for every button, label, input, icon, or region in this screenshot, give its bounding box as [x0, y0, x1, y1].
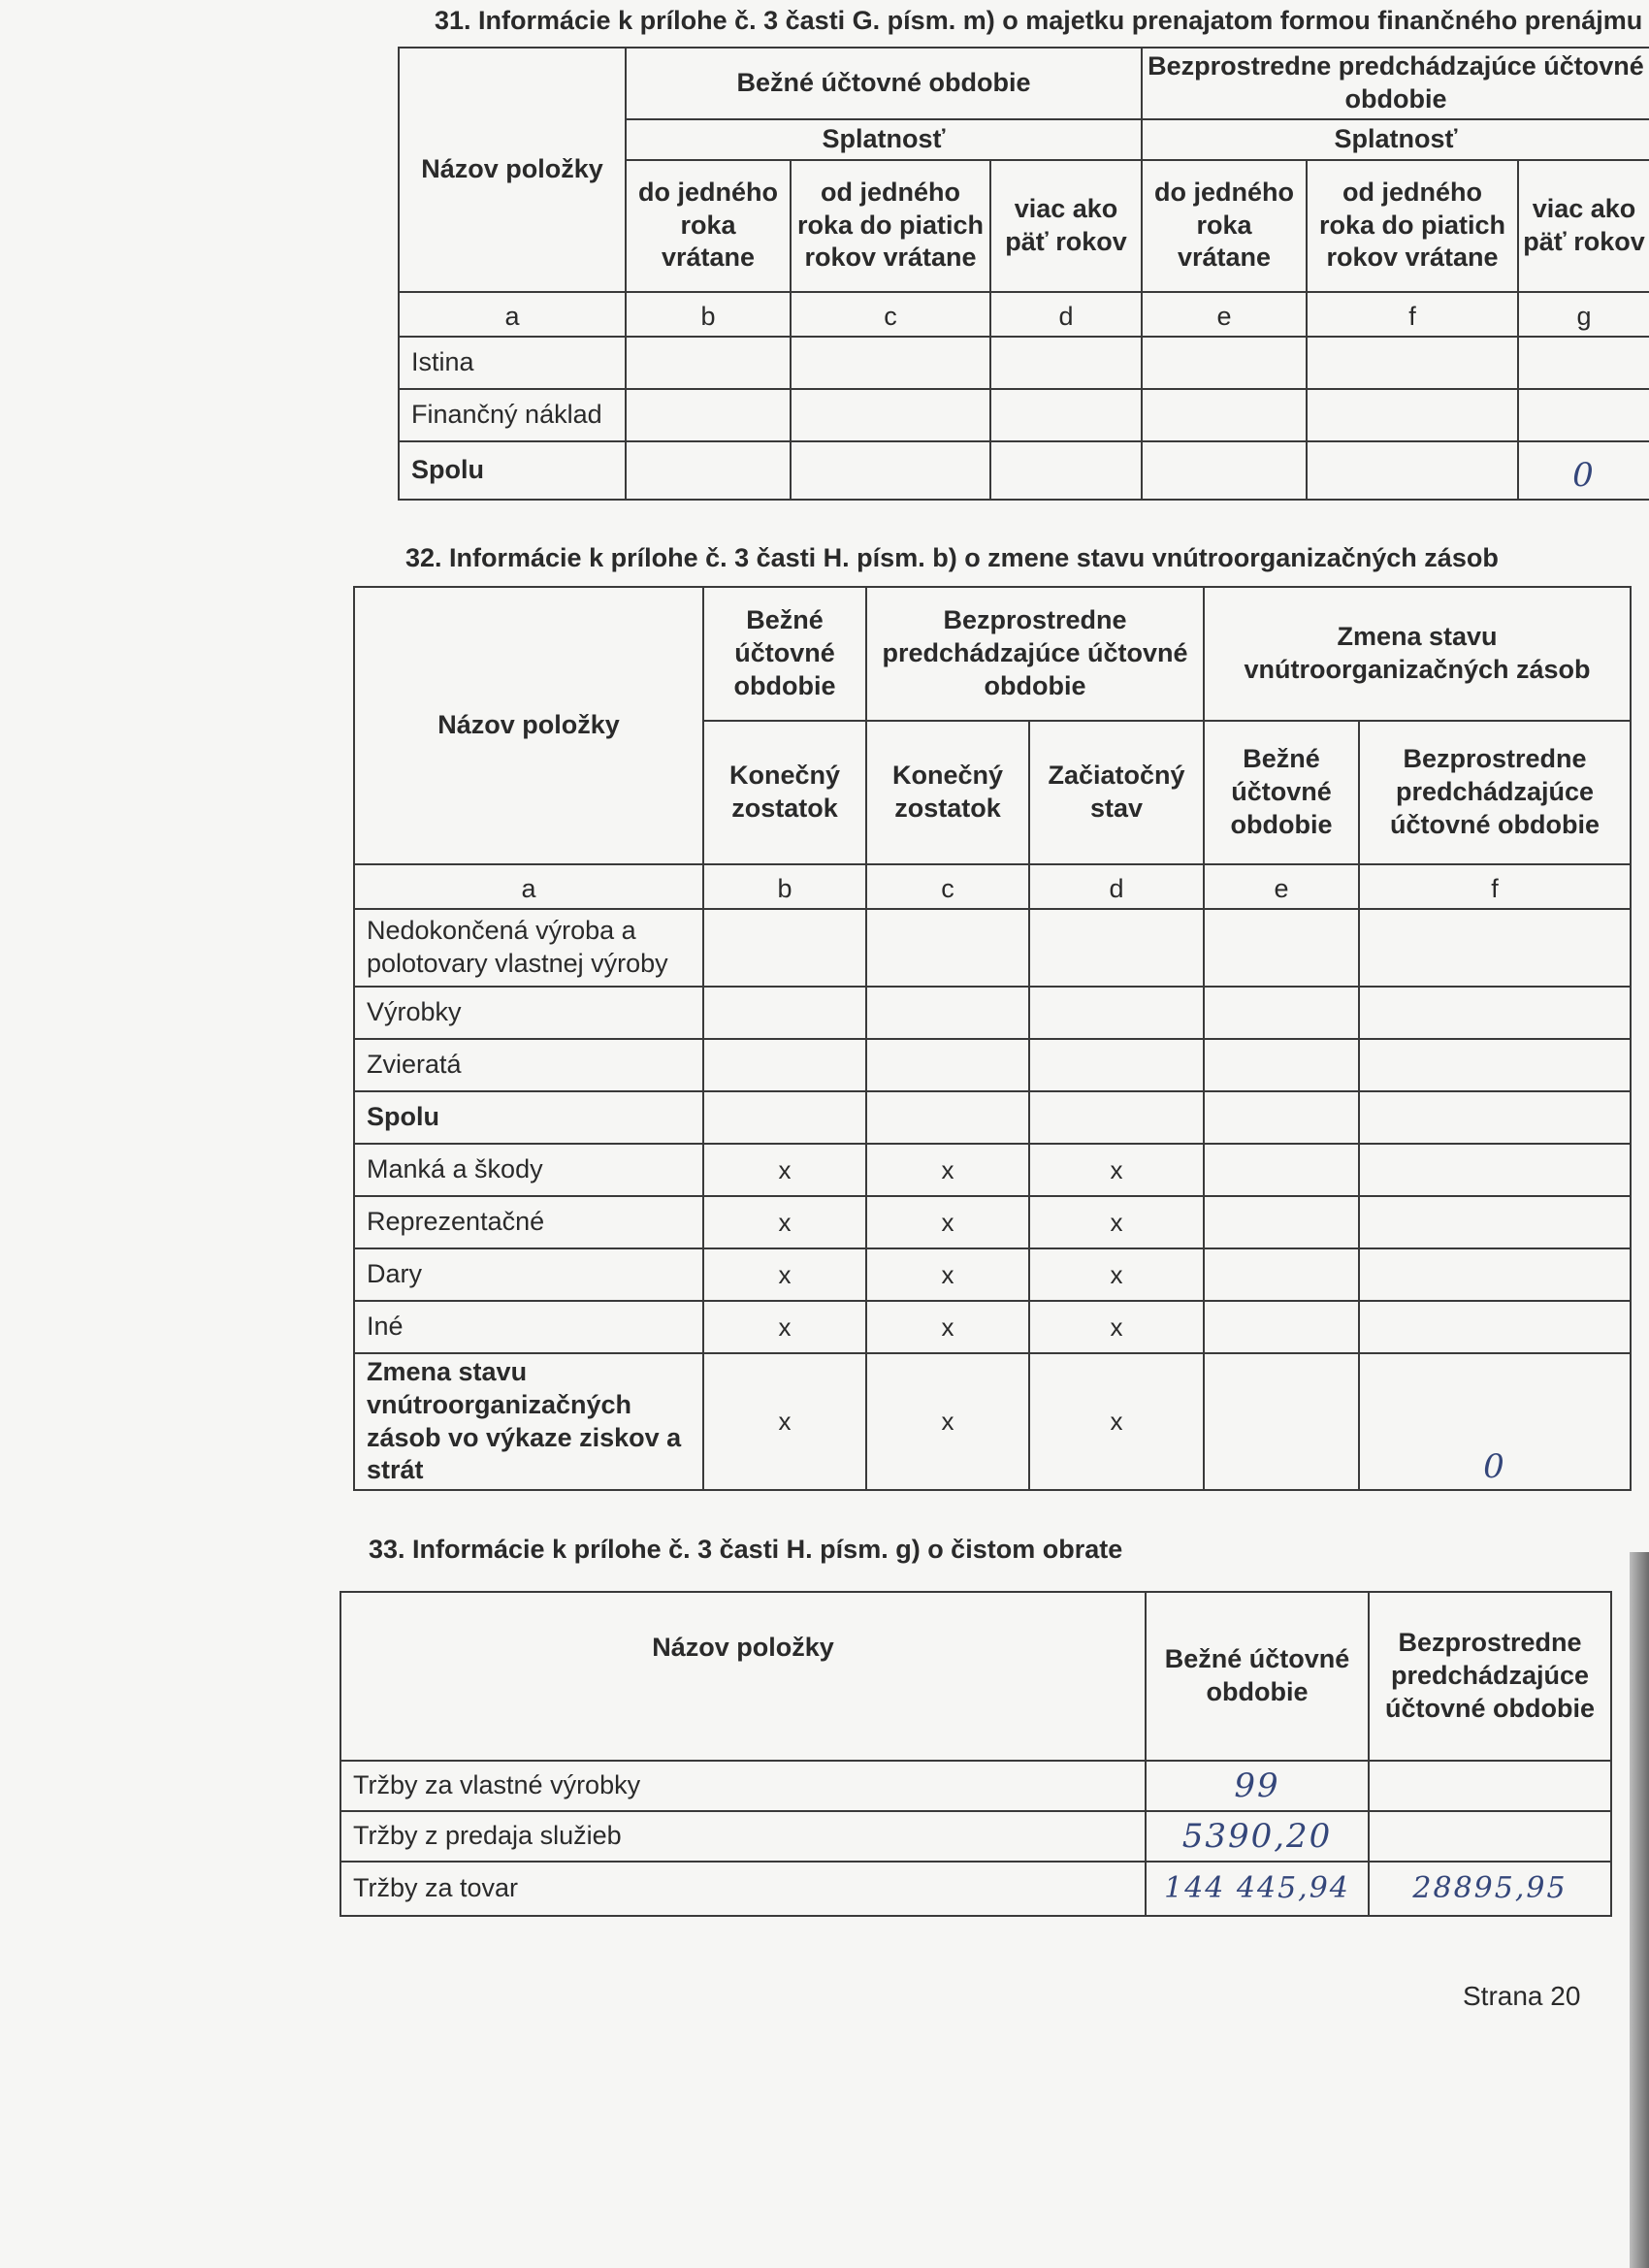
t32-cell [703, 1039, 866, 1091]
t31-cell [791, 389, 990, 441]
t33-previous-value: 28895,95 [1369, 1862, 1611, 1916]
t32-cell: x [1029, 1248, 1204, 1301]
t32-cell [1029, 909, 1204, 987]
t32-letter-b: b [703, 864, 866, 909]
t32-letter-d: d [1029, 864, 1204, 909]
t32-cell: x [866, 1301, 1029, 1353]
t32-letter-a: a [354, 864, 703, 909]
t31-letter-a: a [399, 292, 626, 337]
t32-row-label: Zvieratá [354, 1039, 703, 1091]
t31-row-label: Finančný náklad [399, 389, 626, 441]
t31-handwritten-zero: 0 [1518, 441, 1649, 500]
table-row [354, 1144, 1631, 1196]
table-row [340, 1761, 1611, 1811]
t32-h-c: Konečný zostatok [866, 721, 1029, 864]
t32-h-b: Konečný zostatok [703, 721, 866, 864]
t31-letter-b: b [626, 292, 791, 337]
t33-row-label: Tržby za tovar [340, 1862, 1146, 1916]
t31-cell [990, 337, 1142, 389]
t32-letter-e: e [1204, 864, 1359, 909]
t31-cell [990, 441, 1142, 500]
t31-h-d: viac ako päť rokov [990, 160, 1142, 292]
t32-cell [866, 1091, 1029, 1144]
t32-cell [1359, 987, 1631, 1039]
t32-row-label: Manká a škody [354, 1144, 703, 1196]
table-row [399, 389, 1649, 441]
t31-row-label: Spolu [399, 441, 626, 500]
t31-period-previous: Bezprostredne predchádzajúce účtovné obdobie [1142, 48, 1649, 119]
t31-maturity-previous: Splatnosť [1142, 119, 1649, 160]
page-number: Strana 20 [1463, 1981, 1581, 2011]
t32-cell [1359, 909, 1631, 987]
t32-letter-f: f [1359, 864, 1631, 909]
section-32-title: 32. Informácie k prílohe č. 3 časti H. písm. b) o zmene stavu vnútroorganizačných zásob [405, 543, 1499, 572]
t32-cell [1359, 1196, 1631, 1248]
t31-cell [990, 389, 1142, 441]
t32-cell [1359, 1091, 1631, 1144]
t32-row-label: Dary [354, 1248, 703, 1301]
t32-row-label: Iné [354, 1301, 703, 1353]
t32-cell [1359, 1301, 1631, 1353]
t31-col-name: Názov položky [399, 48, 626, 292]
t32-cell: x [1029, 1353, 1204, 1490]
table-row [354, 1248, 1631, 1301]
t32-cell: x [866, 1144, 1029, 1196]
t32-row-label: Reprezentačné [354, 1196, 703, 1248]
t32-row-label: Zmena stavu vnútroorganizačných zásob vo výkaze ziskov a strát [354, 1353, 703, 1490]
t31-cell [626, 441, 791, 500]
t32-cell [1204, 1301, 1359, 1353]
t31-cell [1142, 389, 1307, 441]
t32-cell [1029, 1091, 1204, 1144]
t32-cell: x [703, 1144, 866, 1196]
t32-cell [1029, 987, 1204, 1039]
t32-h-e: Bežné účtovné obdobie [1204, 721, 1359, 864]
t32-cell [1204, 1144, 1359, 1196]
t32-cell: x [703, 1248, 866, 1301]
t32-cell [1204, 1353, 1359, 1490]
scan-page-edge [1630, 1552, 1649, 2268]
t32-cell [1204, 1039, 1359, 1091]
t32-cell [1204, 909, 1359, 987]
t31-period-current: Bežné účtovné obdobie [626, 48, 1142, 119]
t31-letter-d: d [990, 292, 1142, 337]
t31-cell [626, 337, 791, 389]
t33-row-label: Tržby za vlastné výrobky [340, 1761, 1146, 1811]
t31-cell [1307, 389, 1518, 441]
t32-row-label: Spolu [354, 1091, 703, 1144]
t32-cell: x [866, 1248, 1029, 1301]
t31-cell [1142, 337, 1307, 389]
t32-cell: x [703, 1301, 866, 1353]
table-row [340, 1862, 1611, 1916]
t33-col-name: Názov položky [340, 1592, 1146, 1761]
t32-cell [1204, 1091, 1359, 1144]
t31-cell [1307, 337, 1518, 389]
t31-cell [626, 389, 791, 441]
t31-row-label: Istina [399, 337, 626, 389]
table-33 [340, 1591, 1612, 1917]
t32-period-current: Bežné účtovné obdobie [703, 587, 866, 721]
t32-change-group: Zmena stavu vnútroorganizačných zásob [1204, 587, 1631, 721]
t33-previous-value [1369, 1811, 1611, 1862]
table-row [354, 1091, 1631, 1144]
t31-cell [1307, 441, 1518, 500]
t33-previous-value [1369, 1761, 1611, 1811]
table-row [354, 1196, 1631, 1248]
t32-cell: x [1029, 1144, 1204, 1196]
t32-cell [1359, 1144, 1631, 1196]
t32-row-label: Výrobky [354, 987, 703, 1039]
t31-h-f: od jedného roka do piatich rokov vrátane [1307, 160, 1518, 292]
t31-letter-g: g [1518, 292, 1649, 337]
t32-cell [1029, 1039, 1204, 1091]
t31-letter-c: c [791, 292, 990, 337]
t33-row-label: Tržby z predaja služieb [340, 1811, 1146, 1862]
t32-h-d: Začiatočný stav [1029, 721, 1204, 864]
t32-cell [1359, 1248, 1631, 1301]
t31-letter-f: f [1307, 292, 1518, 337]
t32-cell: x [866, 1353, 1029, 1490]
t33-current-value: 144 445,94 [1146, 1862, 1369, 1916]
t32-cell [703, 909, 866, 987]
t32-cell [866, 1039, 1029, 1091]
table-32 [353, 586, 1632, 1491]
t31-h-e: do jedného roka vrátane [1142, 160, 1307, 292]
table-row [354, 987, 1631, 1039]
section-31-title: 31. Informácie k prílohe č. 3 časti G. písm. m) o majetku prenajatom formou finančného prenájmu [435, 6, 1643, 35]
table-row [340, 1811, 1611, 1862]
t32-cell: x [866, 1196, 1029, 1248]
table-row [399, 337, 1649, 389]
t33-period-current: Bežné účtovné obdobie [1146, 1592, 1369, 1761]
t33-current-value: 5390,20 [1146, 1811, 1369, 1862]
section-33-title: 33. Informácie k prílohe č. 3 časti H. písm. g) o čistom obrate [369, 1535, 1123, 1564]
table-row [354, 909, 1631, 987]
t31-cell [1518, 389, 1649, 441]
t32-cell [1204, 1248, 1359, 1301]
t32-cell: x [1029, 1301, 1204, 1353]
t31-h-b: do jedného roka vrátane [626, 160, 791, 292]
table-row [354, 1301, 1631, 1353]
t32-cell [1204, 1196, 1359, 1248]
t32-col-name: Názov položky [354, 587, 703, 864]
t32-cell [703, 1091, 866, 1144]
t32-cell [1204, 987, 1359, 1039]
table-31 [398, 47, 1649, 501]
t32-cell [866, 909, 1029, 987]
t31-cell [1142, 441, 1307, 500]
t32-cell [866, 987, 1029, 1039]
t32-cell: x [703, 1196, 866, 1248]
t33-period-previous: Bezprostredne predchádzajúce účtovné obdobie [1369, 1592, 1611, 1761]
t31-cell [791, 337, 990, 389]
t32-cell: x [1029, 1196, 1204, 1248]
t31-maturity-current: Splatnosť [626, 119, 1142, 160]
t32-cell: x [703, 1353, 866, 1490]
table-row [354, 1039, 1631, 1091]
table-row [354, 1353, 1631, 1490]
t32-period-previous: Bezprostredne predchádzajúce účtovné obdobie [866, 587, 1204, 721]
t32-letter-c: c [866, 864, 1029, 909]
t32-handwritten-zero: 0 [1359, 1353, 1631, 1490]
t32-h-f: Bezprostredne predchádzajúce účtovné obdobie [1359, 721, 1631, 864]
t32-row-label: Nedokončená výroba a polotovary vlastnej výroby [354, 909, 703, 987]
t31-cell [791, 441, 990, 500]
t32-cell [1359, 1039, 1631, 1091]
table-row [399, 441, 1649, 500]
t31-h-c: od jedného roka do piatich rokov vrátane [791, 160, 990, 292]
t31-letter-e: e [1142, 292, 1307, 337]
t33-current-value: 99 [1146, 1761, 1369, 1811]
t31-h-g: viac ako päť rokov [1518, 160, 1649, 292]
t32-cell [703, 987, 866, 1039]
t31-cell [1518, 337, 1649, 389]
